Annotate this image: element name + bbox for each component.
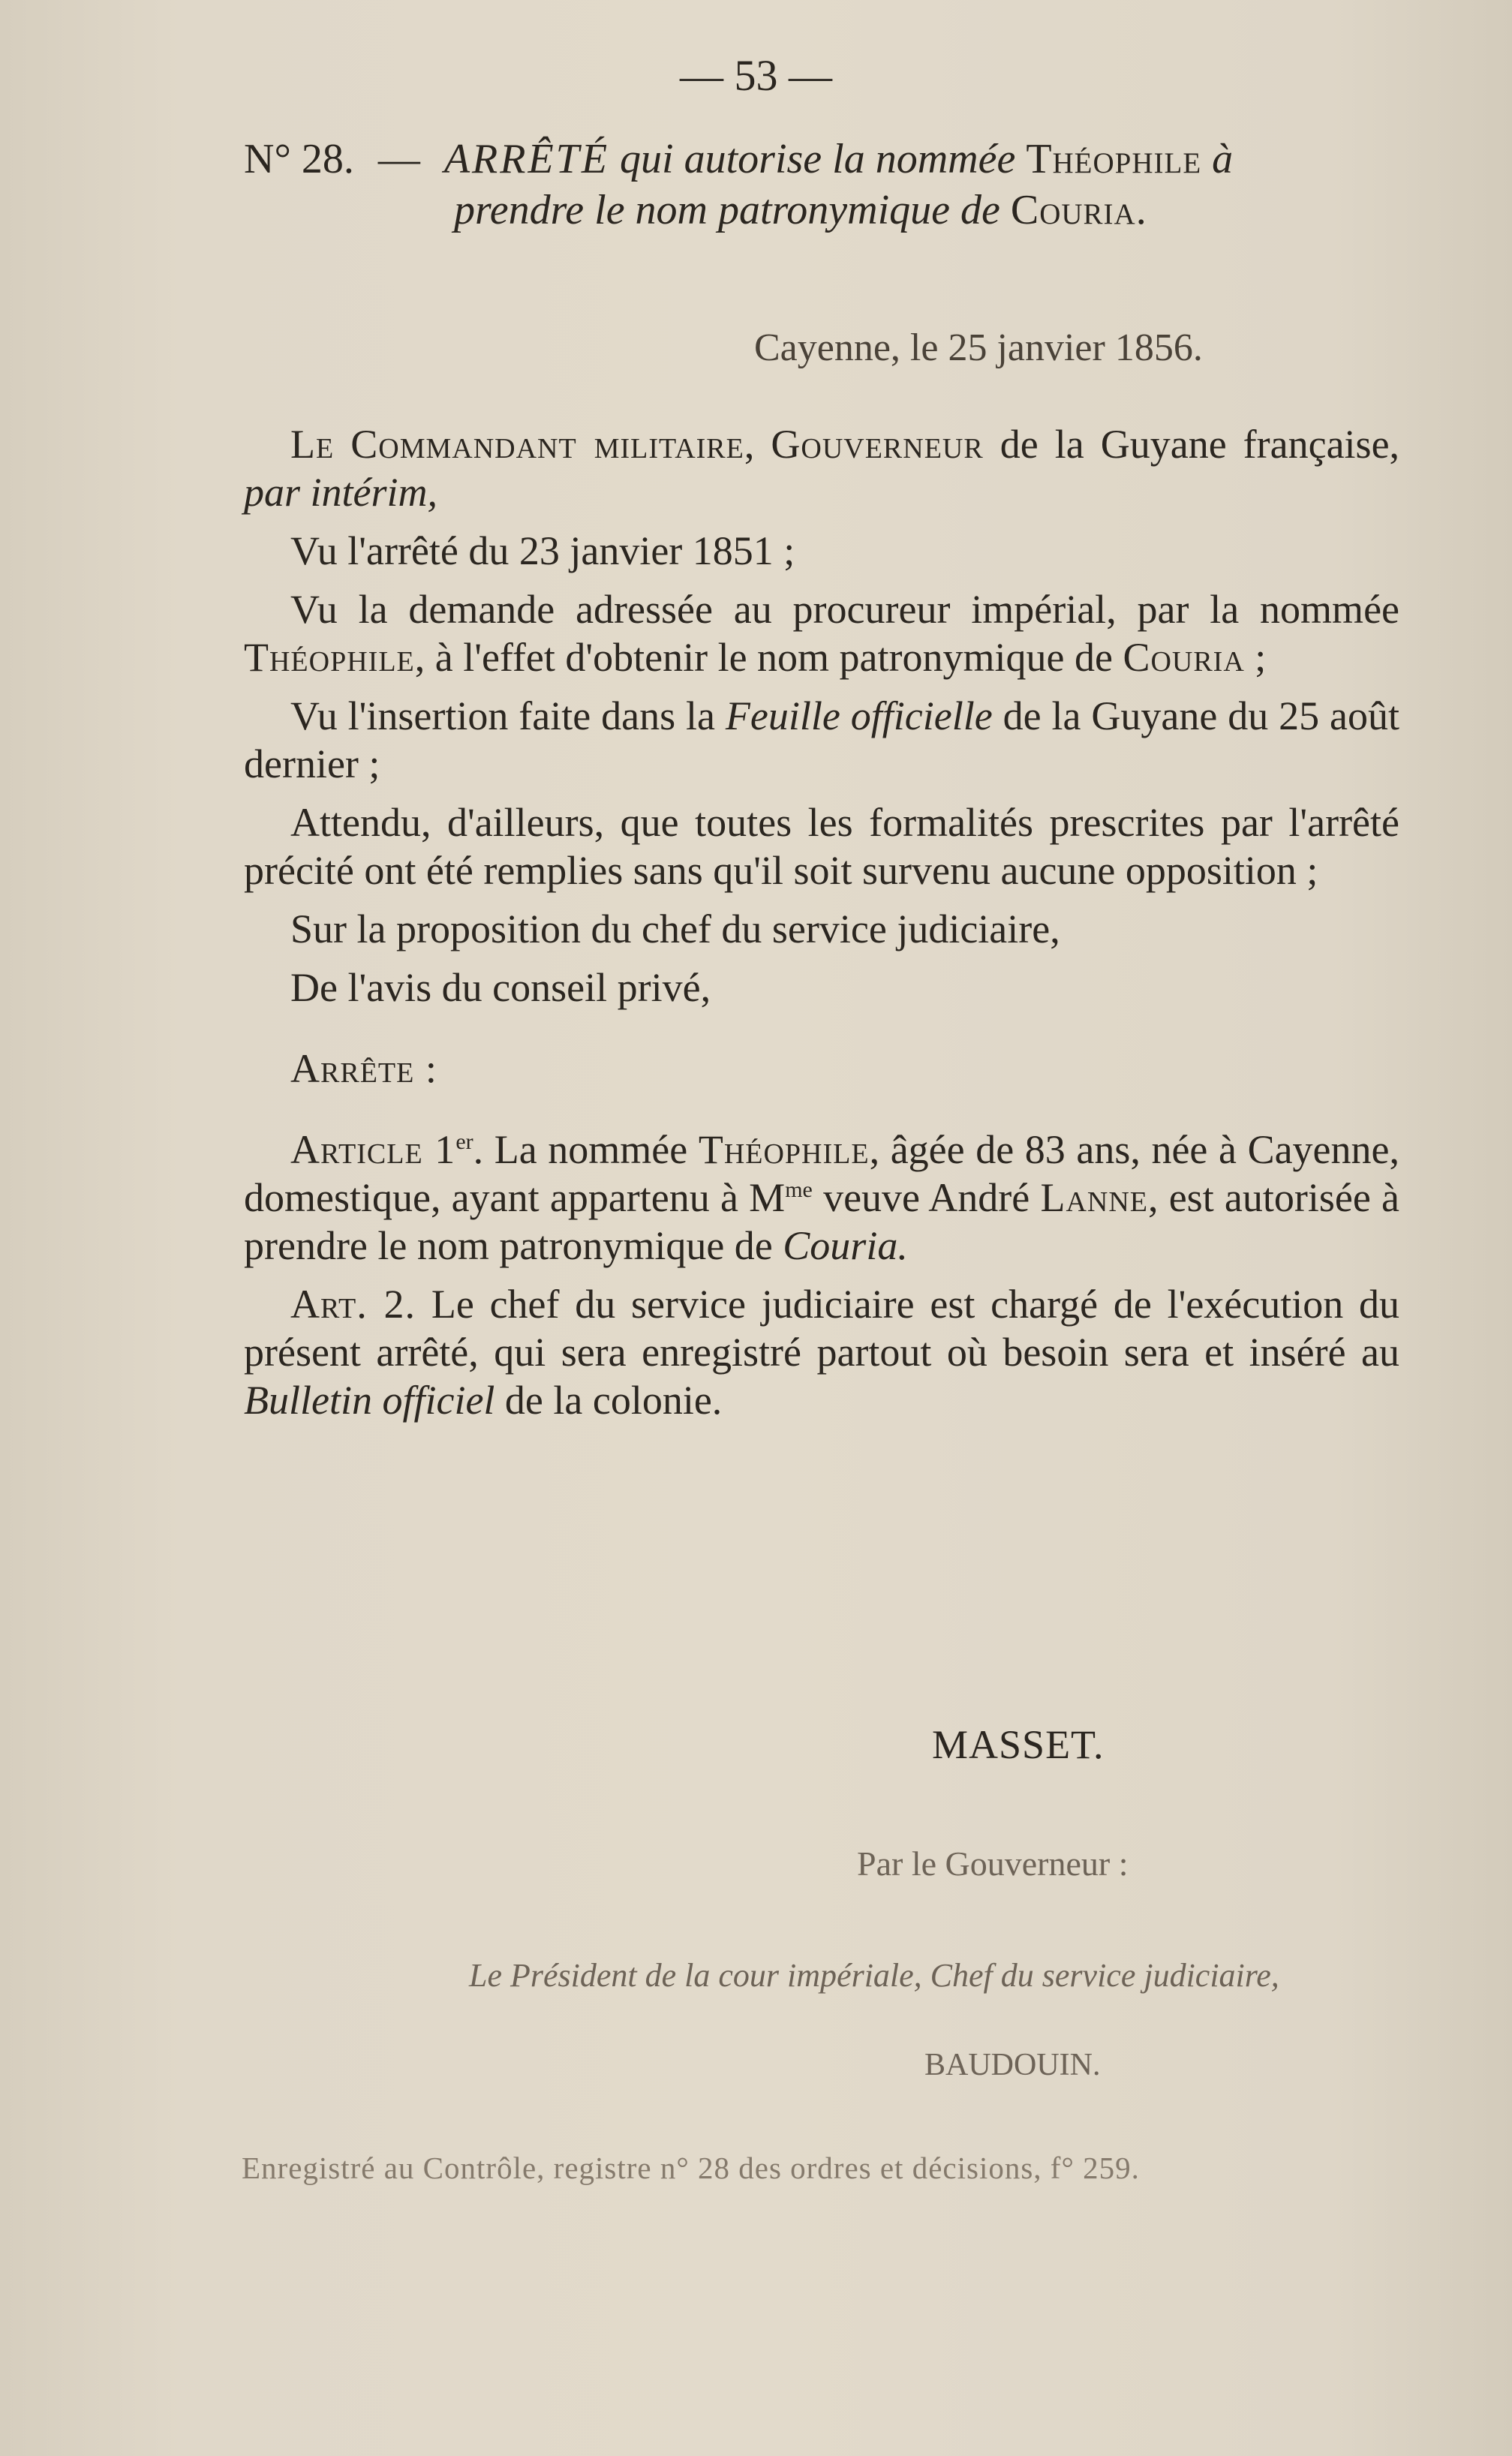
article-1-name-couria: Couria. (783, 1223, 908, 1268)
heading-text-2: à (1212, 136, 1234, 182)
article-1-dot: . (473, 1127, 484, 1172)
decree-type: ARRÊTÉ (443, 136, 610, 182)
c3-feuille-officielle: Feuille officielle (725, 693, 993, 738)
par-le-gouverneur: Par le Gouverneur : (857, 1844, 1129, 1883)
c2-name-couria: Couria (1123, 635, 1245, 680)
arrete-label: Arrête : (290, 1046, 437, 1091)
article-1-name-theophile: Théophile (698, 1127, 870, 1172)
article-1-name-lanne: Lanne (1040, 1175, 1148, 1220)
intro-commandant: Commandant militaire (350, 422, 744, 467)
heading-name-theophile: Théophile (1026, 136, 1202, 182)
intro-le: Le (290, 422, 335, 467)
heading-end: . (1135, 187, 1147, 233)
c3-text-b: de la Guyane du 25 août dernier ; (244, 693, 1400, 786)
article-1-sup-me: me (785, 1177, 813, 1202)
intro-paragraph (244, 420, 1399, 516)
consideration-3 (244, 692, 1399, 788)
intro-interim: par intérim, (244, 470, 438, 515)
decree-number: N° 28. (244, 136, 354, 182)
intro-gouverneur: Gouverneur (771, 422, 984, 467)
consideration-5: Sur la proposition du chef du service judiciaire, (290, 906, 1060, 951)
c2-text-b: , à l'effet d'obtenir le nom patronymique de (414, 635, 1113, 680)
heading-line-1 (244, 134, 1399, 185)
article-2-label: Art. 2. (290, 1282, 416, 1327)
heading-text-3: prendre le nom patronymique de (454, 187, 1000, 233)
c2-end: ; (1244, 635, 1267, 680)
article-2-text-a: Le chef du service judiciaire est chargé de l'exécution du présent arrêté, qui sera enregistré partout où besoin sera et inséré au (244, 1282, 1400, 1375)
consideration-1: Vu l'arrêté du 23 janvier 1851 ; (290, 528, 795, 573)
decree-body (244, 420, 1399, 1424)
heading-line-2 (244, 185, 1399, 236)
article-1-text-a: La nommée (494, 1127, 688, 1172)
signature-masset: MASSET. (932, 1722, 1105, 1767)
intro-comma: , (744, 422, 755, 467)
decree-heading (244, 134, 1399, 236)
heading-text-1: qui autorise la nommée (620, 136, 1016, 182)
president-line: Le Président de la cour impériale, Chef du service judiciaire, (469, 1957, 1279, 1994)
article-1-label: Article 1 (290, 1127, 456, 1172)
article-1-sup: er (455, 1129, 473, 1154)
article-1-text-b: , âgée de 83 ans, née à Cayenne, domestique, ayant appartenu à M (244, 1127, 1399, 1220)
consideration-6: De l'avis du conseil privé, (290, 965, 711, 1010)
c3-text-a: Vu l'insertion faite dans la (290, 693, 715, 738)
c2-text-a: Vu la demande adressée au procureur impérial, par la nommée (290, 587, 1399, 632)
article-2 (244, 1280, 1399, 1424)
page-number: — 53 — (680, 51, 832, 100)
intro-rest: de la Guyane française, (999, 422, 1400, 467)
article-1-text-c: veuve André (823, 1175, 1030, 1220)
article-2-text-b: de la colonie. (504, 1378, 723, 1423)
dateline: Cayenne, le 25 janvier 1856. (754, 326, 1203, 369)
heading-name-couria: Couria (1010, 187, 1136, 233)
article-1 (244, 1126, 1399, 1270)
consideration-4: Attendu, d'ailleurs, que toutes les formalités prescrites par l'arrêté précité ont été remplies sans qu'il soit survenu aucune opposition ; (244, 800, 1399, 893)
consideration-2 (244, 585, 1399, 681)
c2-name-theophile: Théophile (244, 635, 415, 680)
heading-dash: — (377, 136, 420, 182)
article-2-bulletin-officiel: Bulletin officiel (244, 1378, 495, 1423)
signature-baudouin: BAUDOUIN. (924, 2048, 1101, 2082)
registration-note: Enregistré au Contrôle, registre n° 28 des ordres et décisions, f° 259. (242, 2151, 1140, 2185)
article-1-text-d: , est autorisée à prendre le nom patronymique de (244, 1175, 1400, 1268)
